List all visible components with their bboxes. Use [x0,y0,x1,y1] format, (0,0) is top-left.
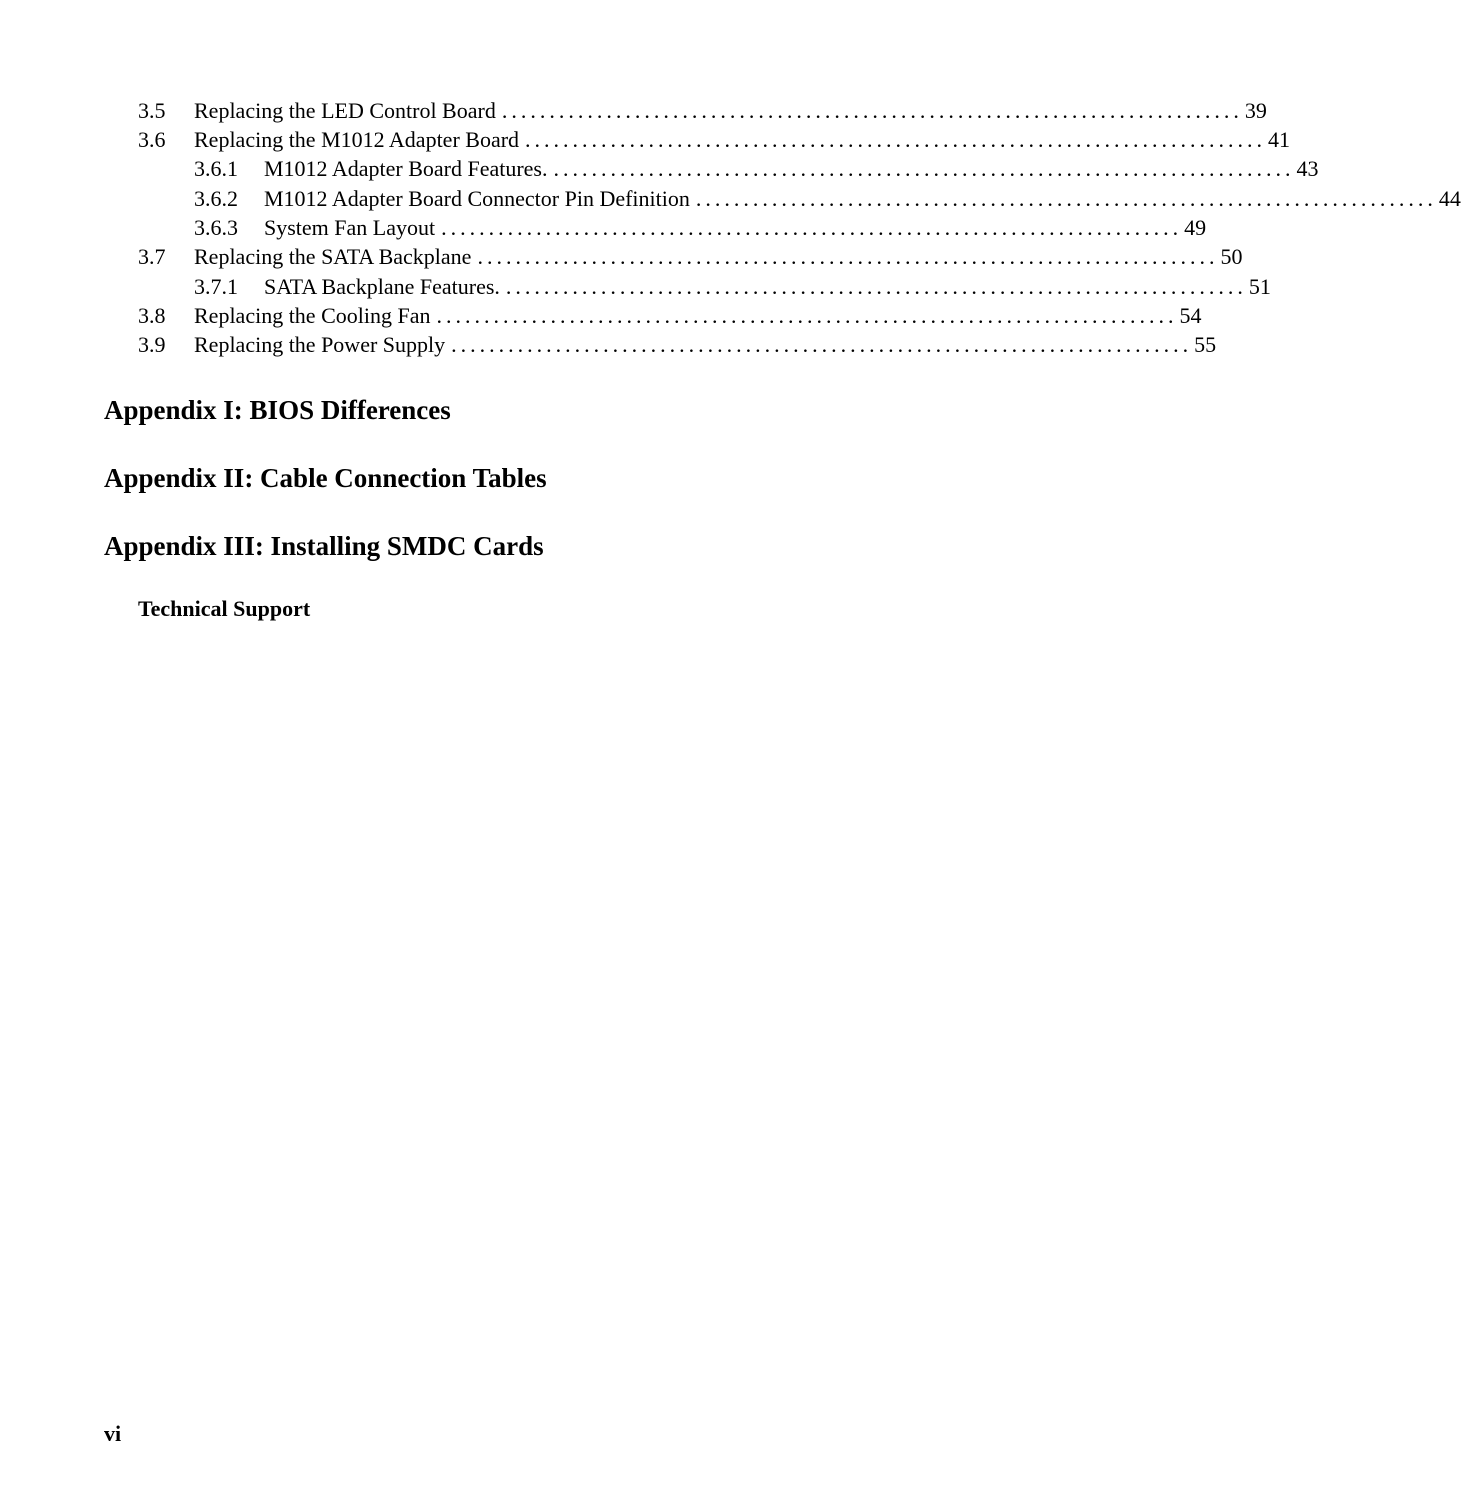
toc-entry-page: 54 [1179,303,1202,328]
toc-entry-page: 50 [1220,244,1243,269]
appendix-heading-bios: Appendix I: BIOS Differences [104,395,451,425]
dot-leader: .............................................................................. [553,156,1295,181]
toc-entry-number: 3.6.2 [194,186,238,211]
appendix-heading-cables: Appendix II: Cable Connection Tables [104,463,547,493]
toc-entry-title: M1012 Adapter Board Features. [264,156,548,181]
toc-entry-number: 3.6 [138,127,166,152]
toc-entry-number: 3.5 [138,98,166,123]
toc-entry-number: 3.8 [138,303,166,328]
toc-entry-title: Replacing the Cooling Fan [194,303,431,328]
dot-leader: .............................................................................. [695,186,1437,211]
toc-entry-3-7 [138,242,1243,272]
toc-entry-3-6-2 [194,184,1461,214]
toc-entry-number: 3.6.3 [194,215,238,240]
dot-leader: .............................................................................. [436,303,1178,328]
toc-entry-title: Replacing the LED Control Board [194,98,496,123]
toc-entry-page: 39 [1244,98,1267,123]
toc-entry-3-6-3 [194,213,1207,243]
page-number: vi [104,1421,122,1446]
dot-leader: .............................................................................. [505,274,1247,299]
toc-entry-page: 43 [1296,156,1319,181]
toc-entry-number: 3.7 [138,244,166,269]
toc-entry-page: 55 [1194,332,1217,357]
toc-entry-page: 44 [1438,186,1461,211]
toc-entry-number: 3.9 [138,332,166,357]
toc-entry-title: Replacing the Power Supply [194,332,446,357]
toc-entry-3-7-1 [194,272,1271,302]
toc-entry-title: Replacing the SATA Backplane [194,244,472,269]
toc-entry-number: 3.6.1 [194,156,238,181]
toc-entry-3-5 [138,96,1267,126]
toc-entry-page: 49 [1184,215,1207,240]
toc-entry-title: System Fan Layout [264,215,436,240]
technical-support-heading: Technical Support [138,596,311,621]
dot-leader: .............................................................................. [441,215,1183,240]
toc-entry-title: Replacing the M1012 Adapter Board [194,127,520,152]
dot-leader: .............................................................................. [525,127,1267,152]
dot-leader: .............................................................................. [451,332,1193,357]
toc-entry-3-8 [138,301,1202,331]
toc-entry-3-6-1 [194,154,1319,184]
toc-entry-page: 51 [1248,274,1271,299]
appendix-heading-smdc: Appendix III: Installing SMDC Cards [104,531,544,561]
dot-leader: .............................................................................. [477,244,1219,269]
toc-entry-page: 41 [1268,127,1291,152]
toc-entry-3-9 [138,330,1217,360]
toc-entry-number: 3.7.1 [194,274,238,299]
dot-leader: .............................................................................. [501,98,1243,123]
toc-entry-3-6 [138,125,1291,155]
toc-entry-title: SATA Backplane Features. [264,274,500,299]
toc-entry-title: M1012 Adapter Board Connector Pin Definition [264,186,690,211]
